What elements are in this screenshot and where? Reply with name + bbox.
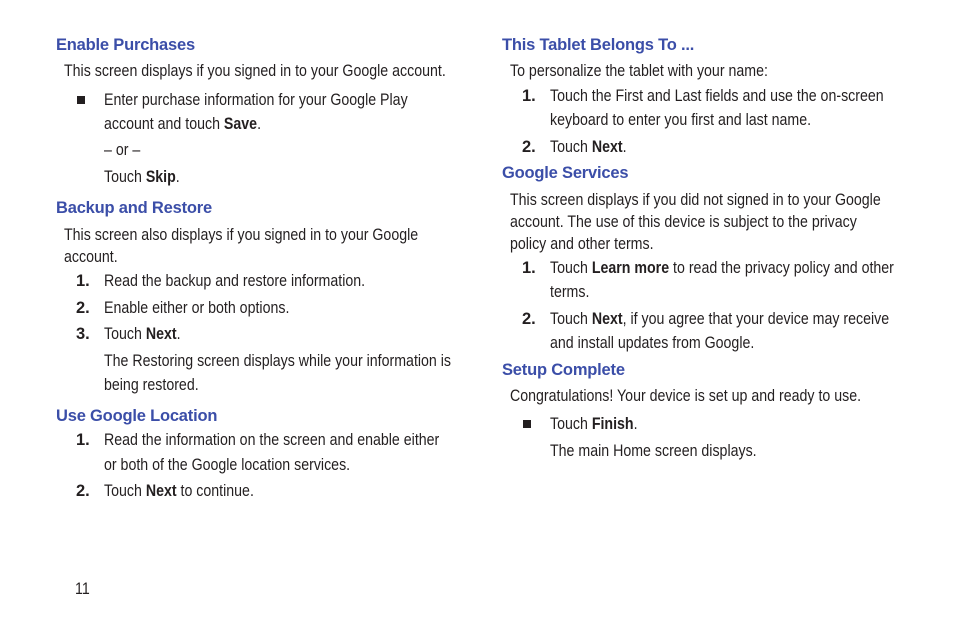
location-step-2 (104, 482, 254, 501)
services-step-2-line2: and install updates from Google. (550, 334, 755, 352)
text: Touch (104, 482, 146, 500)
belongs-step-2 (550, 138, 627, 157)
belongs-to-heading: This Tablet Belongs To ... (502, 36, 695, 54)
text: Touch (104, 168, 146, 186)
services-step-2-line1 (550, 310, 889, 329)
backup-step-3 (104, 325, 181, 344)
learn-more-term: Learn more (591, 259, 670, 277)
belongs-step-1-line2: keyboard to enter you first and last name. (550, 111, 812, 129)
step-number: 1. (76, 431, 90, 449)
enable-purchases-bullet-line2 (104, 115, 261, 134)
text: . (633, 415, 638, 433)
text: Touch (550, 415, 592, 433)
services-step-1-line2: terms. (550, 283, 590, 301)
bullet-square-icon (523, 420, 531, 428)
text: to continue. (176, 482, 254, 500)
location-step-1-line1: Read the information on the screen and enable either (104, 431, 440, 449)
step-number: 1. (76, 272, 90, 290)
page-number: 11 (75, 580, 90, 598)
text: to read the privacy policy and other (669, 259, 894, 277)
enable-purchases-heading: Enable Purchases (56, 36, 195, 54)
backup-restore-intro-line2: account. (64, 248, 118, 266)
or-separator: – or – (104, 141, 141, 159)
step-number: 2. (522, 310, 536, 328)
text: Touch (550, 259, 592, 277)
backup-note-line1: The Restoring screen displays while your information is (104, 352, 452, 370)
next-term: Next (591, 310, 623, 328)
text: . (622, 138, 627, 156)
finish-term: Finish (591, 415, 634, 433)
text: Touch (550, 138, 592, 156)
save-term: Save (223, 115, 258, 133)
belongs-step-1-line1: Touch the First and Last fields and use the on-screen (550, 87, 884, 105)
text: . (176, 325, 181, 343)
step-number: 2. (522, 138, 536, 156)
enable-purchases-bullet-line1: Enter purchase information for your Google Play (104, 91, 408, 109)
text: Touch (104, 325, 146, 343)
enable-purchases-intro: This screen displays if you signed in to your Google account. (64, 62, 446, 80)
backup-step-2: Enable either or both options. (104, 299, 290, 317)
setup-complete-heading: Setup Complete (502, 361, 625, 379)
text: , if you agree that your device may receive (622, 310, 890, 328)
backup-note-line2: being restored. (104, 376, 199, 394)
step-number: 2. (76, 299, 90, 317)
belongs-to-intro: To personalize the tablet with your name: (510, 62, 768, 80)
google-location-heading: Use Google Location (56, 407, 218, 425)
backup-restore-intro-line1: This screen also displays if you signed in to your Google (64, 226, 419, 244)
services-intro-line1: This screen displays if you did not signed in to your Google (510, 191, 881, 209)
next-term: Next (145, 482, 177, 500)
backup-restore-heading: Backup and Restore (56, 199, 212, 217)
location-step-1-line2: or both of the Google location services. (104, 456, 351, 474)
text: . (257, 115, 262, 133)
next-term: Next (591, 138, 623, 156)
backup-step-1: Read the backup and restore information. (104, 272, 366, 290)
setup-complete-note: The main Home screen displays. (550, 442, 757, 460)
text: Touch (550, 310, 592, 328)
services-intro-line3: policy and other terms. (510, 235, 654, 253)
text: . (175, 168, 180, 186)
bullet-square-icon (77, 96, 85, 104)
step-number: 1. (522, 87, 536, 105)
step-number: 1. (522, 259, 536, 277)
step-number: 2. (76, 482, 90, 500)
text: account and touch (104, 115, 224, 133)
setup-complete-bullet (550, 415, 638, 434)
google-services-heading: Google Services (502, 164, 629, 182)
setup-complete-intro: Congratulations! Your device is set up and ready to use. (510, 387, 862, 405)
skip-term: Skip (145, 168, 176, 186)
step-number: 3. (76, 325, 90, 343)
skip-instruction (104, 168, 180, 187)
services-intro-line2: account. The use of this device is subject to the privacy (510, 213, 857, 231)
next-term: Next (145, 325, 177, 343)
services-step-1-line1 (550, 259, 894, 278)
